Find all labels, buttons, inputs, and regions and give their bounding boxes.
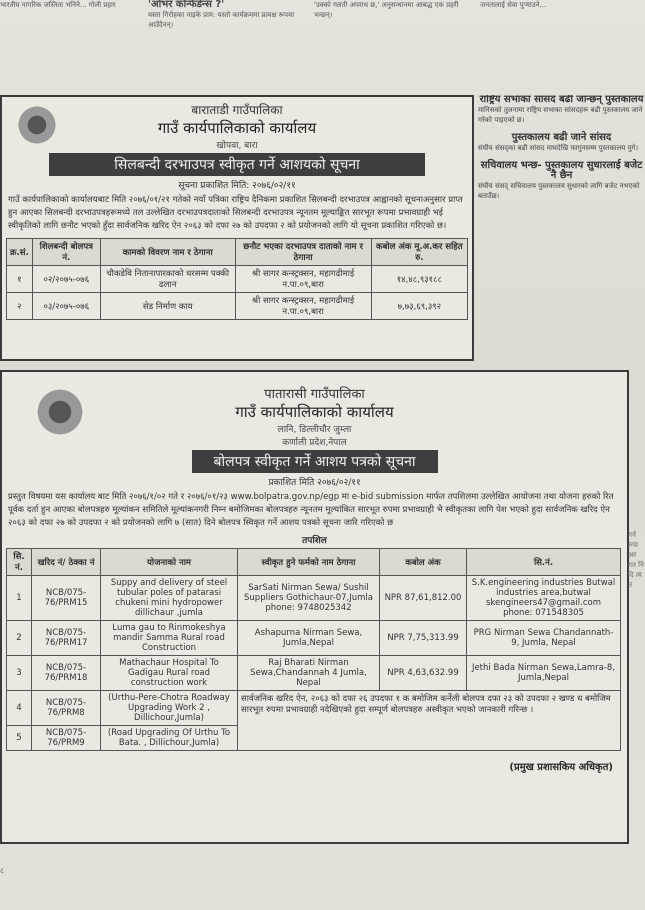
table-cell: ०३/२०७५-०७६ [32,293,100,320]
right-column-article [478,95,645,355]
table-cell: Suppy and delivery of steel tubular poles of patarasi chukeni mini hydropower dillichaur ,jumla [101,576,238,621]
table-cell: 5 [7,726,32,751]
right-article-text-1: मानिसको तुलनामा राष्ट्रिय सभाका सांसदहरू बढी पुस्तकालय जाने गरेको पाइएको छ। [478,106,643,124]
notice2-address: लानि, डिल्लीचौर जुम्ला [277,425,352,435]
table-cell: 1 [7,576,32,621]
top-col-4-text: जनतालाई सेवा पुर्‍याउने... [480,1,547,9]
top-col-2 [148,0,308,30]
notice-baragadhi [0,95,474,361]
table-row [7,293,468,320]
table-cell: सेड निर्माण काय [100,293,235,320]
table-cell: 4 [7,691,32,726]
top-col-3-text: 'उक्को गलती अपराध छ,' अनुसन्धानमा आबद्ध एक प्रहरी भन्छन्। [314,1,459,19]
table-cell: Jethi Bada Nirman Sewa,Lamra-8, Jumla,Nepal [467,656,621,691]
notice1-header: छनौट भएका दरभाउपत्र दाताको नाम र ठेगाना [235,239,371,266]
notice2-header: खरिद नं/ ठेक्का नं [32,549,101,576]
table-cell: Raj Bharati Nirman Sewa,Chandannah 4 Jumla, Nepal [238,656,380,691]
top-col-1-text: भारतीय नागरिक जस्तिता भनिने... गोली प्रहार [0,1,116,9]
table-cell: चौकडेवि नितानापारकाको धरसम्म पक्की ढलान [100,266,235,293]
table-cell: Luma gau to Rinmokeshya mandir Samma Rural road Construction [101,621,238,656]
notice2-header: सि. नं. [7,549,32,576]
top-articles-strip [0,0,645,95]
notice1-body: गाउँ कार्यपालिकाको कार्यालयबाट मिति २०७६/०१/२१ गतेको नयाँ पत्रिका राष्ट्रिय दैनिकमा प्रकाशित सिलबन्दी दरभाउपत्र आह्वानको सूचनाअनुसार प्राप्त हुन आएका सिलबन्दी दरभाउपत्रहरूमध्ये तल उल्लेखित दरभाउपत्रदाताको सिलबन्दी दरभाउपत्र न्यूनतम मूल्याङ्कित सारभूत रूपमा प्रभावग्राही भई स्वीकृतिको लागि छनौट भएको हुँदा सार्वजनिक खरिद ऐन २०६३ को दफा २७ को उपदफा २ को प्रयोजनको लागि यो सूचना प्रकाशित गरिएको छ। [8,195,463,231]
table-cell: १ [7,266,33,293]
notice2-header: कबोल अंक [380,549,467,576]
top-col-1 [0,0,140,10]
notice1-office: गाउँ कार्यपालिकाको कार्यालय [157,119,317,137]
table-cell: २ [7,293,33,320]
notice-patarasi [0,370,629,844]
table-cell: NPR 4,63,632.99 [380,656,467,691]
right-article-heading-3: सचिवालय भन्छ- पुस्तकालय सुधारलाई बजेट नै छैन [480,160,643,181]
notice2-title-banner: बोलपत्र स्वीकृत गर्ने आशय पत्रको सूचना [192,450,438,473]
notice2-header: योजनाको नाम [101,549,238,576]
right-article-heading-1: राष्ट्रिय सभाका सांसद बढी जान्छन् पुस्तकालय [479,95,644,105]
table-cell: (Urthu-Pere-Chotra Roadway Upgrading Work 2 , Dillichour,Jumla) [101,691,238,726]
table-cell: NCB/075-76/PRM17 [32,621,101,656]
notice1-header: शिलबन्दी बोलपत्र नं. [32,239,100,266]
notice2-body: प्रस्तुत विषयमा यस कार्यालय बाट मिति २०७६/१/०२ गते र २०७६/०१/२३ www.bolpatra.gov.np/egp मा e-bid submission मार्फत तपशिलमा उल्लेखित आयोजना तथा योजना हरुको रित पूर्वक दर्ता हुन आएका बोलपत्रहरु मूल्यांकन समितिले मूल्यांकनगरी निम्न बमोजिमका बोलपत्रहरु न्यूनतम मूल्यांकित सारभूत रुपमा प्रभावग्राही भै स्वीकृतका लागि पेश भएको हुदा सार्वजनिक खरिद ऐन २०६३ को दफा २७ को उपदफा २ को प्रयोजनको लागि ७ (सात) दिने बोलपत्र स्विकृत गर्ने आशय पत्रको सूचना जारि गरिएको छ [8,492,614,528]
table-cell: NCB/075-76/PRM18 [32,656,101,691]
page-number: ८ [0,866,5,875]
notice1-title-banner: सिलबन्दी दरभाउपत्र स्वीकृत गर्ने आशयको सूचना [49,153,425,176]
nepal-emblem-icon [32,388,88,436]
table-cell: ०२/२०७५-०७६ [32,266,100,293]
table-cell: (Road Upgrading Of Urthu To Bata. , Dillichour,Jumla) [101,726,238,751]
table-row [7,691,621,726]
table-row [7,576,621,621]
notice1-municipality: बाराताडी गाउँपालिका [191,103,283,117]
table-row [7,621,621,656]
table-cell: 2 [7,621,32,656]
table-cell: S.K.engineering industries Butwal industries area,butwal skengineers47@gmail.com phone: 071548305 [467,576,621,621]
top-col-3 [314,0,474,20]
table-cell: NCB/075-76/PRM15 [32,576,101,621]
table-cell: Ashapurna Nirman Sewa, Jumla,Nepal [238,621,380,656]
right-article-text-3: संघीय संसद् सचिवालय पुस्तकालय सुधारको लागि बजेट नभएको बताउँछ। [478,182,640,200]
table-cell: ७,७३,६९,३९२ [371,293,467,320]
table-row [7,656,621,691]
notice2-province: कर्णाली प्रदेश,नेपाल [282,438,347,448]
edge-text-fragment: गर्न रुपा अर गत नि दि त्य त [628,531,644,589]
notice1-header: क्र.सं. [7,239,33,266]
table-cell: NPR 87,61,812.00 [380,576,467,621]
notice2-header: सि.नं. [467,549,621,576]
top-col-2-heading: 'ओभर कन्फिडेन्स ?' [148,0,225,10]
notice1-address: खोपवा, बारा [216,141,258,151]
table-cell: NCB/075-76/PRM8 [32,691,101,726]
table-cell: Mathachaur Hospital To Gadigau Rural road construction work [101,656,238,691]
notice1-header: कबोल अंक मू.अ.कर सहित रु. [371,239,467,266]
right-article-text-2: संघीय संसद्का बढी सांसद माघदेखि फागुनसम्म पुस्तकालय पुगे। [478,144,639,152]
table-row [7,266,468,293]
notice1-publish-date: सूचना प्रकाशित मिति: २०७६/०२/११ [178,181,296,191]
notice1-table [6,238,468,320]
table-cell: PRG Nirman Sewa Chandannath-9, Jumla, Nepal [467,621,621,656]
table-cell: NCB/075-76/PRM9 [32,726,101,751]
nepal-emblem-icon [14,105,60,145]
table-cell: NPR 7,75,313.99 [380,621,467,656]
table-cell: श्री सागर कन्स्ट्रक्सन, महागढीमाई न.पा.०९,बारा [235,293,371,320]
notice2-signature: (प्रमुख प्रशासकिय अधिकृत) [509,762,613,773]
table-cell: १४,४८,९३१८८ [371,266,467,293]
table-cell: 3 [7,656,32,691]
top-col-2-text: यस्ता गिरोहका नाइके प्राय: यस्तो कार्यक्रममा प्रत्यक्ष रूपमा आउँदैनन्। [148,11,295,29]
table-cell: श्री सागर कन्स्ट्रक्सन, महागढीमाई न.पा.०९,बारा [235,266,371,293]
notice1-header: कामको विवरण नाम र ठेगाना [100,239,235,266]
notice2-table [6,548,621,751]
notice2-publish-date: प्रकाशित मिति २०७६/०२/११ [268,478,361,488]
notice2-table-caption: तपशिल [302,536,327,546]
top-col-4 [480,0,645,10]
table-cell-remark: सार्वजनिक खरिद ऐन, २०६३ को दफा २६ उपदफा १ क बमोजिम कर्नेली बोलपत्र दफा २३ को उपदफा २ खण्ड ध बमोजिम सारभूत रुपमा प्रभावग्राही नदेखिएको हुदा सम्पूर्ण बोलपत्रहरु अस्वीकृत भएको जानकारी गरिन्छ । [238,691,621,751]
table-cell: SarSati Nirman Sewa/ Sushil Suppliers Gothichaur-07,Jumla phone: 9748025342 [238,576,380,621]
notice2-header: स्वीकृत हुने फर्मको नाम ठेगाना [238,549,380,576]
right-article-heading-2: पुस्तकालय बढी जाने सांसद [511,132,612,143]
notice2-office: गाउँ कार्यपालिकाको कार्यालय [235,403,394,421]
notice2-municipality: पातारासी गाउँपालिका [264,387,365,402]
